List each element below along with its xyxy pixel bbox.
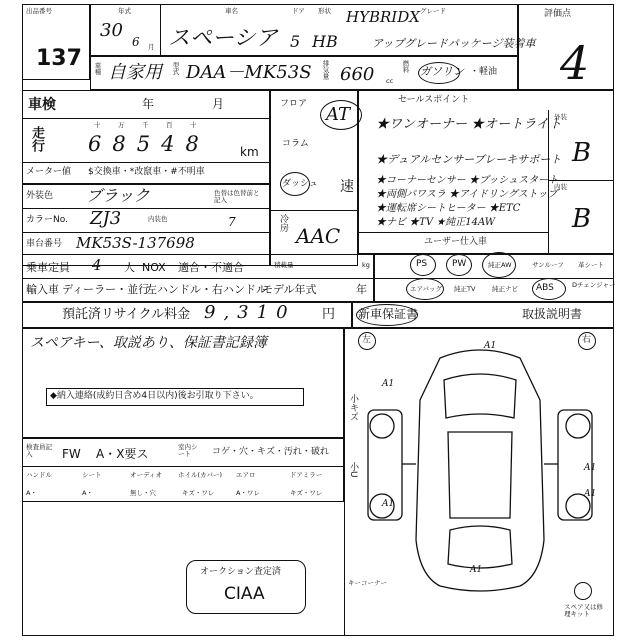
divider: [22, 208, 270, 209]
fuel-option: ・軽油: [470, 67, 498, 77]
divider: [160, 4, 161, 56]
model-year-unit: 年: [356, 283, 367, 296]
damage-mark-2: A1: [584, 463, 597, 473]
mileage-label: 走行: [29, 126, 44, 152]
opt-sunroof: サンルーフ: [532, 261, 564, 269]
inspector-label: 検査員記入: [26, 443, 52, 458]
sales-point-1: ★デュアルセンサーブレーキサポート: [376, 153, 562, 166]
seats-label: 乗車定員: [26, 261, 70, 274]
load-unit: kg: [362, 261, 370, 269]
mileage-digit-2: 千: [142, 121, 149, 129]
sales-point-4: ★運転席シートヒーター ★ETC: [376, 203, 521, 214]
cond-fw: FW: [62, 447, 81, 461]
interior-seat-label: 室内シート: [178, 443, 198, 458]
damage-mark-0: A1: [484, 341, 497, 351]
mileage-digit-0: 十: [94, 121, 101, 129]
fuel-label: 燃料: [401, 60, 410, 73]
nox-options: 適合・不適合: [178, 261, 244, 274]
nox-label: NOX: [142, 261, 166, 274]
cond-seat-value: A・: [82, 489, 93, 497]
scratch-label: 小キズ: [348, 394, 358, 421]
month-value: 6: [132, 35, 140, 49]
lot-label: 出品番号: [26, 7, 52, 15]
left-marker-label: 左: [362, 335, 372, 345]
sales-interior-label: 内装: [554, 183, 567, 191]
grade-value: HYBRIDX: [346, 8, 420, 26]
displacement-label: 排気量: [321, 60, 330, 80]
cond-handle-label: ハンドル: [26, 471, 52, 479]
mileage-unit: km: [240, 145, 259, 159]
lot-number: 137: [36, 46, 82, 71]
opt-cd-changer: Dチェンジャー: [572, 281, 616, 289]
divider: [22, 162, 270, 163]
notes-handwritten: スペアキー、取説あり、保証書記録簿: [30, 335, 267, 351]
sales-exterior-label: 外装: [554, 113, 567, 121]
recycle-unit: 円: [322, 307, 336, 322]
cond-mirror-value: キズ・ワレ: [290, 489, 323, 497]
cond-aero-value: A・ワレ: [236, 489, 260, 497]
manual-label: 取扱説明書: [522, 307, 583, 321]
doors-label: ドア: [292, 7, 305, 15]
meter-label: メーター値: [26, 167, 72, 177]
usage-label: 車種: [93, 62, 102, 75]
mileage-value: 68548: [88, 132, 210, 156]
divider: [22, 118, 270, 119]
divider: [374, 278, 614, 279]
sales-point-0: ★ワンオーナー ★オートライト: [376, 117, 562, 132]
displacement-value: 660: [340, 64, 375, 85]
stamp-line1: オークション査定済: [200, 567, 281, 577]
divider: [270, 210, 358, 211]
displacement-unit: cc: [386, 77, 394, 85]
small-u-label: 小U: [348, 462, 358, 478]
sales-point-5: ★ナビ ★TV ★純正14AW: [376, 217, 496, 228]
score-value: 4: [560, 36, 590, 90]
chassis-value: MK53S-137698: [76, 234, 195, 252]
cond-mirror-label: ドアミラー: [290, 471, 323, 479]
opt-genuine-navi: 純正ナビ: [492, 285, 518, 293]
opt-genuine-aw: 純正AW: [488, 261, 512, 269]
divider: [22, 232, 270, 233]
mileage-digit-4: 十: [190, 121, 197, 129]
fuel-value: ガソリン: [420, 65, 464, 78]
recycle-label: 預託済リサイクル料金: [62, 307, 191, 322]
score-label: 評価点: [544, 9, 572, 19]
opt-genuine-tv: 純正TV: [454, 285, 476, 293]
cond-audio-label: オーディオ: [130, 471, 162, 479]
shaken-month-unit: 月: [212, 97, 225, 111]
stamp-line2: CIAA: [224, 584, 265, 604]
sales-interior-grade: B: [572, 204, 592, 234]
year-value: 30: [100, 20, 123, 41]
import-options: ディーラー・並行: [62, 283, 150, 296]
spare-label: スペア又は修理キット: [564, 603, 603, 618]
divider: [22, 466, 344, 467]
month-suffix: 月: [148, 43, 155, 51]
right-marker-label: 右: [582, 335, 592, 345]
sales-point-3: ★両側パワスラ ★アイドリングストップ: [376, 189, 558, 200]
shape-value: HB: [312, 32, 338, 51]
model-year-label: モデル年式: [262, 283, 317, 296]
damage-mark-3: A1: [584, 489, 597, 499]
cond-wheel-value: キズ・ワレ: [182, 489, 215, 497]
new-car-warranty: 新車保証書: [358, 307, 419, 321]
chassis-label: 車台番号: [26, 239, 63, 249]
damage-mark-4: A1: [382, 499, 395, 509]
handle-options: 左ハンドル・右ハンドル: [146, 283, 267, 296]
mileage-digit-1: 万: [118, 121, 125, 129]
floor-label: フロア: [280, 99, 308, 109]
interior-options: コゲ・穴・キズ・汚れ・破れ: [212, 447, 329, 457]
year-label: 年式: [118, 7, 131, 15]
recycle-value: 9,310: [204, 302, 296, 323]
damage-mark-5: A1: [470, 565, 483, 575]
dash-label: ダッシュ: [282, 179, 318, 189]
color-no-label: カラーNo.: [26, 215, 68, 225]
divider: [548, 180, 614, 181]
car-name-label: 車名: [225, 7, 238, 15]
import-label: 輸入車: [26, 283, 59, 296]
sales-point-2: ★コーナーセンサー ★プッシュスタート: [376, 175, 559, 186]
grade-sub: アップグレードパッケージ装着車: [372, 37, 536, 50]
seats-unit: 人: [124, 261, 135, 274]
cond-audio-value: 無し・穴: [130, 489, 156, 497]
cond-seat-label: シート: [82, 471, 102, 479]
usage-value: 自家用: [108, 62, 162, 83]
ac-label: 冷房: [278, 214, 288, 232]
shape-label: 形状: [318, 7, 331, 15]
column-label: コラム: [282, 139, 309, 149]
divider: [22, 278, 374, 279]
ac-value: AAC: [296, 224, 341, 248]
divider: [358, 232, 548, 233]
speed-label: 速: [340, 179, 354, 195]
load-label: 積載量: [274, 261, 294, 269]
grade-label: グレード: [420, 7, 446, 15]
sales-title: セールスポイント: [398, 95, 470, 105]
sales-exterior-grade: B: [572, 138, 592, 168]
seats-value: 4: [92, 256, 102, 274]
mileage-digit-3: 百: [166, 121, 173, 129]
model-label: 型式: [171, 62, 180, 75]
exterior-value: ブラック: [86, 186, 150, 205]
interior-label: 内装色: [148, 215, 168, 223]
car-diagram: [360, 340, 600, 600]
cond-abx: A・X要ス: [96, 447, 149, 461]
car-name-value: スペーシア: [168, 26, 278, 51]
opt-pw: PW: [452, 259, 467, 269]
sales-user-label: ユーザー仕入車: [424, 237, 488, 247]
cond-wheel-label: ホイル(カバー): [178, 471, 223, 479]
color-no-value: ZJ3: [90, 208, 122, 229]
cond-aero-label: エアロ: [236, 471, 256, 479]
opt-ps: PS: [416, 259, 428, 269]
opt-leather: 革シート: [578, 261, 604, 269]
model-value: DAA－MK53S: [186, 62, 312, 83]
color-change-note: 色替は色替前と記入: [214, 189, 260, 204]
damage-mark-1: A1: [382, 379, 395, 389]
opt-airbag: エアバッグ: [410, 285, 442, 293]
shaken-year-unit: 年: [142, 97, 155, 111]
exterior-label: 外装色: [26, 191, 54, 201]
corner-label: キーコーナー: [348, 579, 387, 587]
meter-options: $交換車・*改竄車・#不明車: [88, 167, 205, 177]
trans-value: AT: [326, 104, 351, 125]
transfer-note: ◆納入連絡(成約日含め4日以内)後お引取り下さい。: [50, 391, 259, 401]
opt-abs: ABS: [536, 283, 554, 293]
cond-handle-value: A・: [26, 489, 37, 497]
doors-value: 5: [290, 32, 301, 51]
interior-value: 7: [228, 215, 236, 229]
shaken-label: 車検: [28, 97, 56, 113]
